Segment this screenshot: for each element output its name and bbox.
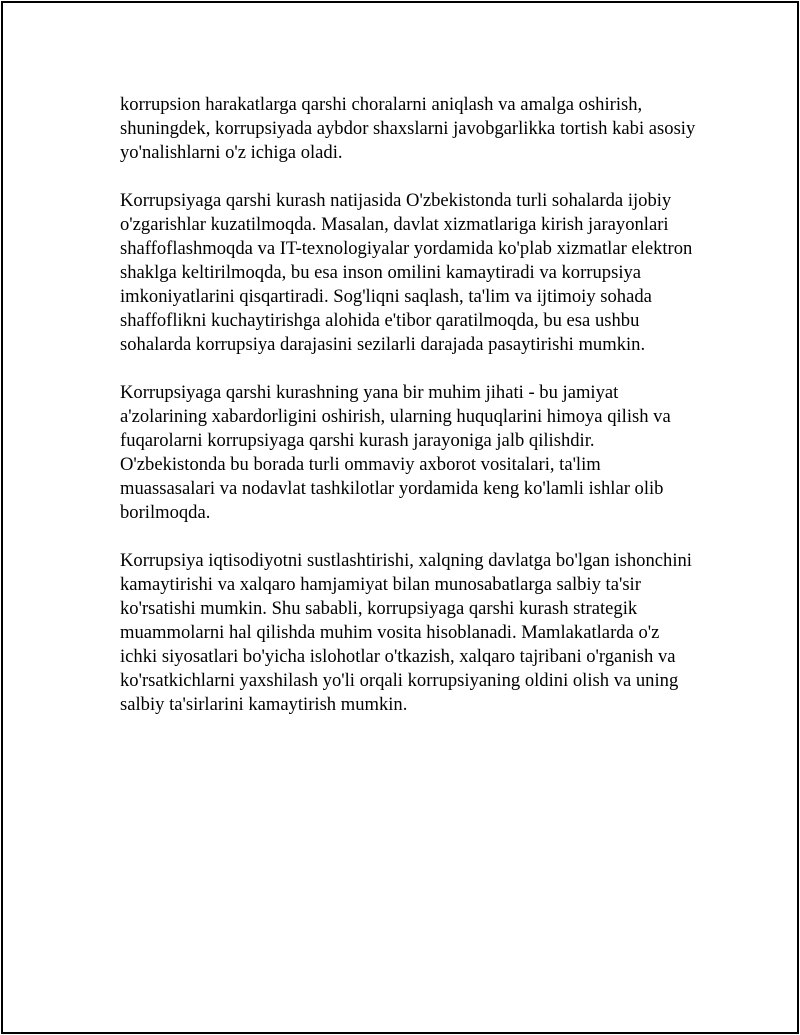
document-body — [120, 93, 700, 741]
paragraph-3: Korrupsiyaga qarshi kurashning yana bir muhim jihati - bu jamiyat a'zolarining xabardorligini oshirish, ularning huquqlarini himoya qilish va fuqarolarni korrupsiyaga qarshi kurash jarayoniga jalb qilishdir. O'zbekistonda bu borada turli ommaviy axborot vositalari, ta'lim muassasalari va nodavlat tashkilotlar yordamida keng ko'lamli ishlar olib borilmoqda. — [120, 382, 671, 523]
paragraph-1: korrupsion harakatlarga qarshi choralarni aniqlash va amalga oshirish, shuningdek, korrupsiyada aybdor shaxslarni javobgarlikka tortish kabi asosiy yo'nalishlarni o'z ichiga oladi. — [120, 94, 696, 163]
document-page — [1, 1, 799, 1034]
paragraph-4: Korrupsiya iqtisodiyotni sustlashtirishi, xalqning davlatga bo'lgan ishonchini kamaytirishi va xalqaro hamjamiyat bilan munosabatlarga salbiy ta'sir ko'rsatishi mumkin. Shu sababli, korrupsiyaga qarshi kurash strategik muammolarni hal qilishda muhim vosita hisoblanadi. Mamlakatlarda o'z ichki siyosatlari bo'yicha islohotlar o'tkazish, xalqaro tajribani o'rganish va ko'rsatkichlarni yaxshilash yo'li orqali korrupsiyaning oldini olish va uning salbiy ta'sirlarini kamaytirish mumkin. — [120, 550, 692, 715]
paragraph-2: Korrupsiyaga qarshi kurash natijasida O'zbekistonda turli sohalarda ijobiy o'zgarishlar kuzatilmoqda. Masalan, davlat xizmatlariga kirish jarayonlari shaffoflashmoqda va IT-texnologiyalar yordamida ko'plab xizmatlar elektron shaklga keltirilmoqda, bu esa inson omilini kamaytiradi va korrupsiya imkoniyatlarini qisqartiradi. Sog'liqni saqlash, ta'lim va ijtimoiy sohada shaffoflikni kuchaytirishga alohida e'tibor qaratilmoqda, bu esa ushbu sohalarda korrupsiya darajasini sezilarli darajada pasaytirishi mumkin. — [120, 190, 693, 355]
